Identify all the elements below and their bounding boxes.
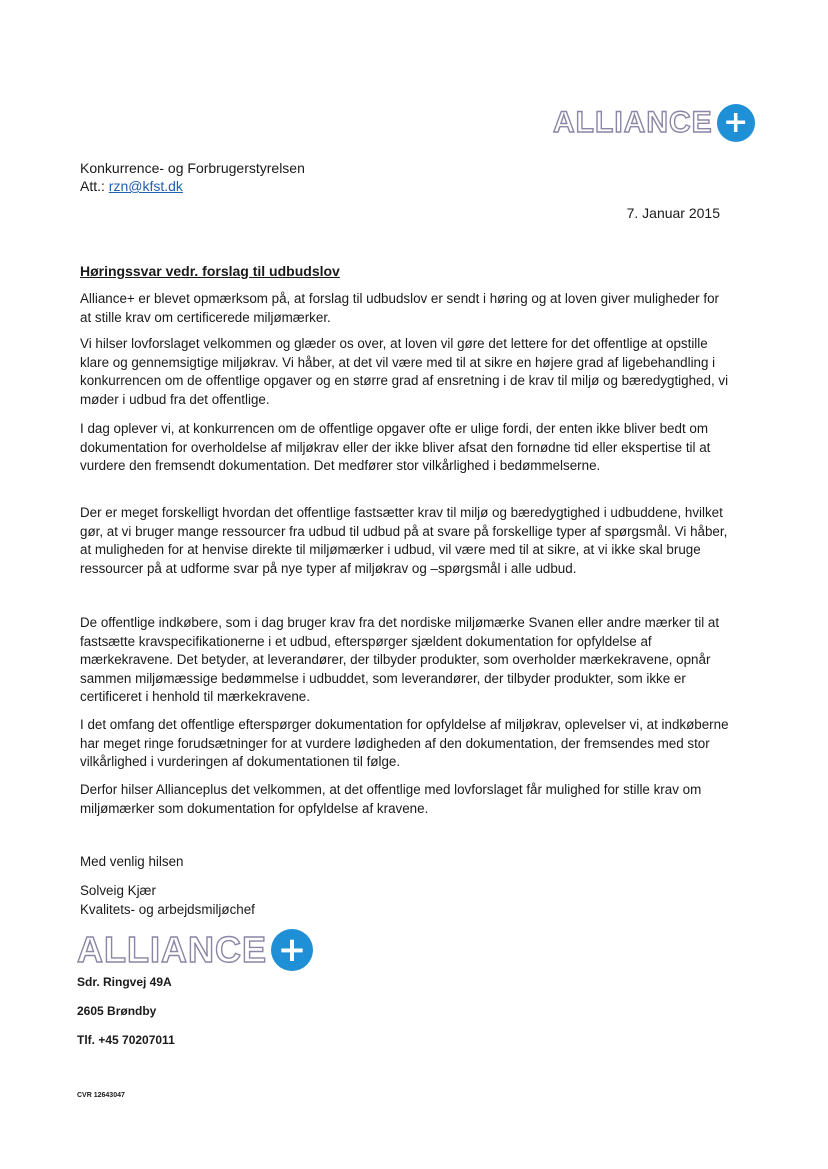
alliance-logo-header xyxy=(553,104,755,142)
address-city: 2605 Brøndby xyxy=(77,1004,157,1018)
body-paragraph: Derfor hilser Allianceplus det velkommen, at det offentlige med lovforslaget får mulighed for stille krav om miljømærker som dokumentation for opfyldelse af kravene. xyxy=(80,782,702,816)
signer-name: Solveig Kjær xyxy=(80,883,156,898)
body-paragraph: De offentlige indkøbere, som i dag bruger krav fra det nordiske miljømærke Svanen eller andre mærker til at fastsætte kravspecifikationerne i et udbud, efterspørger sjældent dokumentation for opfyldelse af mærkekravene. Det betyder, at leverandører, der tilbyder produkter, som overholder mærkekravene, opnår sammen miljømæssige bedømmelse i udbuddet, som leverandører, der tilbyder produkter, som ikke er certificeret i henhold til mærkekravene. xyxy=(80,615,720,704)
body-paragraph: Vi hilser lovforslaget velkommen og glæder os over, at loven vil gøre det lettere for det offentlige at opstille klare og gennemsigtige miljøkrav. Vi håber, at det vil være med til at sikre en højere grad af ligebehandling i konkurrencen om de offentlige opgaver og en større grad af ensretning i de krav til miljø og bæredygtighed, vi møder i udbud fra det offentlige. xyxy=(80,336,729,407)
plus-icon: + xyxy=(271,929,313,971)
body-paragraph: I dag oplever vi, at konkurrencen om de offentlige opgaver ofte er ulige fordi, der enten ikke bliver bedt om dokumentation for overholdelse af miljøkrav eller der ikke bliver afsat den fornødne tid eller ekspertise til at vurdere den fremsendt dokumentation. Det medfører stor vilkårlighed i bedømmelserne. xyxy=(80,421,711,473)
address-phone: Tlf. +45 70207011 xyxy=(77,1033,175,1047)
letter-date: 7. Januar 2015 xyxy=(626,205,720,221)
body-paragraph: Alliance+ er blevet opmærksom på, at forslag til udbudslov er sendt i høring og at loven giver muligheder for at stille krav om certificerede miljømærker. xyxy=(80,291,719,325)
address-street: Sdr. Ringvej 49A xyxy=(77,975,172,989)
recipient-block xyxy=(80,159,305,195)
recipient-name: Konkurrence- og Forbrugerstyrelsen xyxy=(80,160,305,176)
body-paragraph: I det omfang det offentlige efterspørger dokumentation for opfyldelse af miljøkrav, oplevelser vi, at indkøberne har meget ringe forudsætninger for at vurdere lødigheden af den dokumentation, der fremsendes med stor vilkårlighed i vurderingen af dokumentationen til følge. xyxy=(80,717,729,769)
recipient-att xyxy=(80,177,305,195)
letter-subject: Høringssvar vedr. forslag til udbudslov xyxy=(80,263,340,279)
logo-wordmark: ALLIANCE xyxy=(553,106,713,139)
signer-title: Kvalitets- og arbejdsmiljøchef xyxy=(80,901,255,917)
att-label: Att.: xyxy=(80,178,105,194)
logo-wordmark: ALLIANCE xyxy=(77,929,267,970)
cvr-number: CVR 12643047 xyxy=(77,1092,125,1099)
alliance-logo-footer xyxy=(77,929,313,971)
closing-salutation: Med venlig hilsen xyxy=(80,854,184,869)
plus-icon: + xyxy=(717,104,755,142)
recipient-email-link[interactable]: rzn@kfst.dk xyxy=(108,178,183,194)
signature-block xyxy=(80,882,255,919)
body-paragraph: Der er meget forskelligt hvordan det offentlige fastsætter krav til miljø og bæredygtighed i udbuddene, hvilket gør, at vi bruger mange ressourcer fra udbud til udbud på at svare på forskellige typer af spørgsmål. Vi håber, at muligheden for at henvise direkte til miljømærker i udbud, vil være med til at sikre, at vi ikke skal bruge ressourcer på at udforme svar på nye typer af miljøkrav og –spørgsmål i alle udbud. xyxy=(80,505,728,576)
